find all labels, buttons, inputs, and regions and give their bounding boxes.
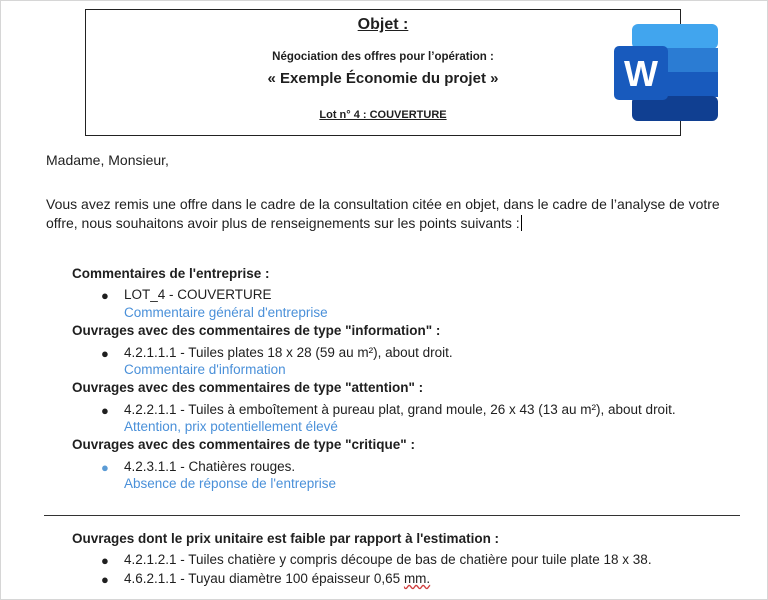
- divider: [44, 515, 740, 516]
- comment-critique: Absence de réponse de l'entreprise: [124, 476, 336, 491]
- intro-paragraph: Vous avez remis une offre dans le cadre de la consultation citée en objet, dans le cadre de l’analyse de votre offre, nous souhaitons avoir plus de renseignements sur les points suivants :: [46, 196, 720, 231]
- list-item-entreprise: LOT_4 - COUVERTURE: [124, 287, 272, 302]
- bullet-icon: ●: [101, 572, 109, 587]
- lot-line: Lot n° 4 : COUVERTURE: [319, 109, 447, 121]
- section-heading-low-price: Ouvrages dont le prix unitaire est faible par rapport à l'estimation :: [72, 531, 500, 546]
- list-item-low-price-1: 4.2.1.2.1 - Tuiles chatière y compris découpe de bas de chatière pour tuile plate 18 x 38.: [124, 552, 652, 567]
- text-cursor: [521, 215, 522, 231]
- section-heading-information: Ouvrages avec des commentaires de type "information" :: [72, 323, 441, 338]
- comment-attention: Attention, prix potentiellement élevé: [124, 419, 338, 434]
- salutation: Madame, Monsieur,: [46, 152, 169, 168]
- word-logo-icon: [612, 24, 720, 122]
- section-heading-entreprise: Commentaires de l'entreprise :: [72, 266, 270, 281]
- comment-entreprise: Commentaire général d'entreprise: [124, 305, 328, 320]
- bullet-icon: ●: [101, 460, 109, 475]
- list-item-information: 4.2.1.1.1 - Tuiles plates 18 x 28 (59 au m²), about droit.: [124, 345, 453, 360]
- bullet-icon: ●: [101, 553, 109, 568]
- bullet-icon: ●: [101, 288, 109, 303]
- section-heading-attention: Ouvrages avec des commentaires de type "attention" :: [72, 380, 424, 395]
- word-logo-letter: W: [624, 53, 658, 94]
- comment-information: Commentaire d'information: [124, 362, 286, 377]
- negotiation-line: Négociation des offres pour l’opération :: [272, 51, 494, 63]
- object-box: [85, 9, 681, 136]
- list-item-low-price-2: 4.6.2.1.1 - Tuyau diamètre 100 épaisseur 0,65 mm.: [124, 571, 431, 586]
- bullet-icon: ●: [101, 403, 109, 418]
- list-item-critique: 4.2.3.1.1 - Chatières rouges.: [124, 459, 296, 474]
- section-heading-critique: Ouvrages avec des commentaires de type "critique" :: [72, 437, 415, 452]
- list-item-attention: 4.2.2.1.1 - Tuiles à emboîtement à pureau plat, grand moule, 26 x 43 (13 au m²), about droit.: [124, 402, 676, 417]
- object-title: Objet :: [357, 16, 409, 33]
- bullet-icon: ●: [101, 346, 109, 361]
- project-name: « Exemple Économie du projet »: [267, 70, 499, 87]
